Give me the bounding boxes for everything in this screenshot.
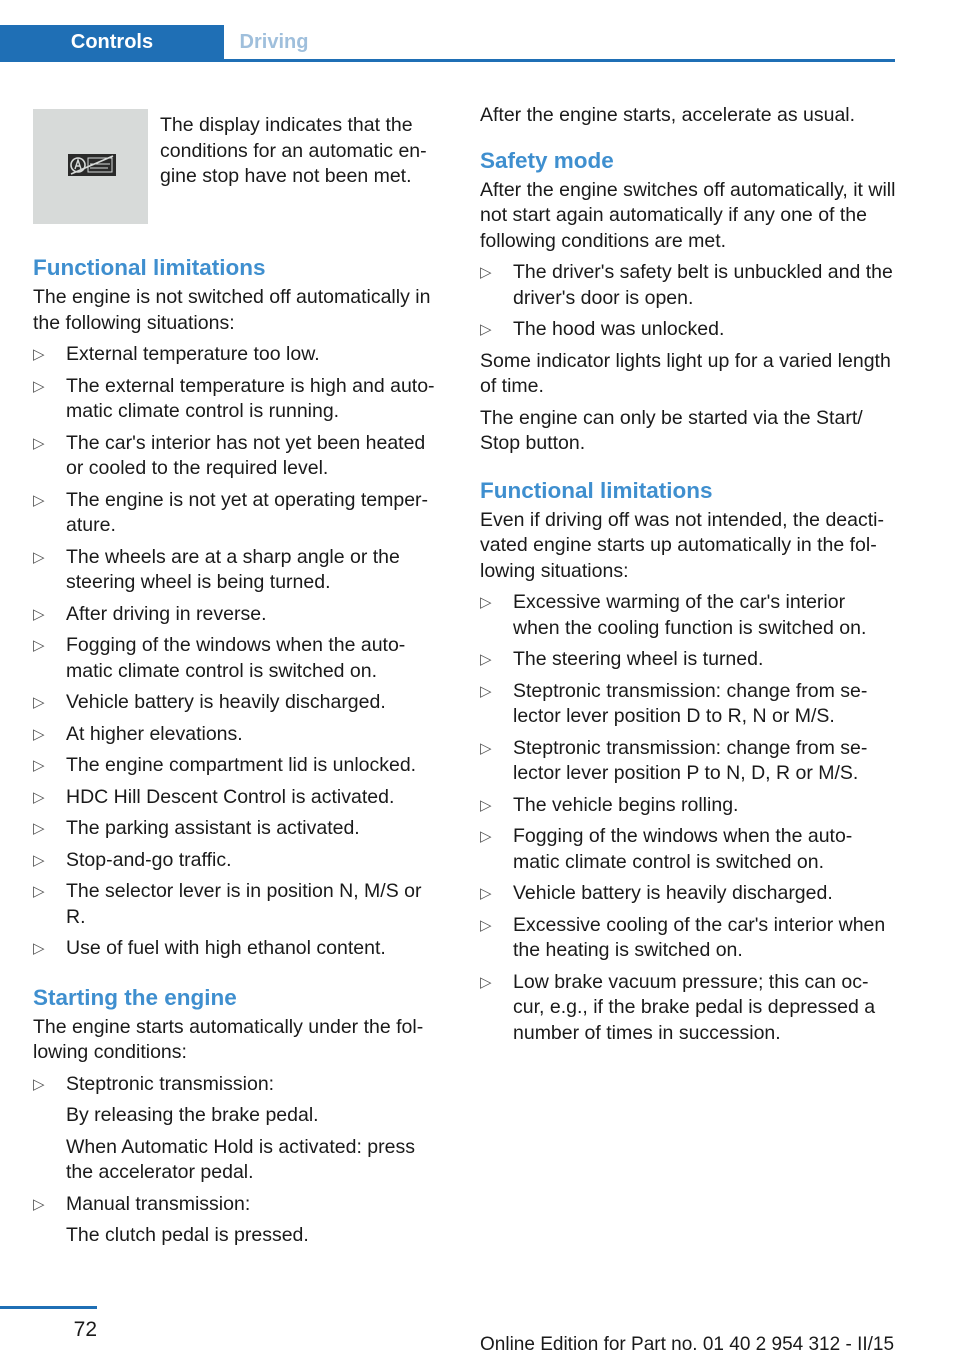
list-item: [33, 785, 445, 811]
triangle-bullet-icon: ▷: [480, 973, 492, 991]
list-item-subtext: By releasing the brake pedal.: [66, 1104, 319, 1126]
triangle-bullet-icon: ▷: [480, 796, 492, 814]
display-indicator-block: [33, 109, 445, 224]
paragraph: Some indicator lights light up for a varied length of time.: [480, 349, 891, 397]
left-column: [33, 100, 445, 1255]
paragraph: The engine can only be started via the Start/ Stop button.: [480, 406, 863, 454]
triangle-bullet-icon: ▷: [33, 434, 45, 452]
safety-mode-list: [480, 260, 896, 343]
header-tabs: [0, 25, 324, 60]
triangle-bullet-icon: ▷: [33, 346, 45, 363]
list-item-text: Vehicle battery is heavily discharged.: [66, 691, 386, 713]
list-item: [33, 722, 445, 748]
triangle-bullet-icon: ▷: [33, 883, 45, 900]
starting-conditions-list: [33, 1072, 445, 1249]
triangle-bullet-icon: ▷: [33, 694, 45, 711]
tab-driving[interactable]: Driving: [239, 31, 309, 53]
section-title-functional-limitations: Functional limitations: [33, 255, 266, 280]
triangle-bullet-icon: ▷: [33, 377, 45, 395]
list-item: [33, 633, 445, 684]
list-item: [33, 816, 445, 842]
list-item: [33, 602, 445, 628]
list-item-text: After driving in reverse.: [66, 602, 267, 625]
triangle-bullet-icon: ▷: [33, 605, 45, 623]
edition-info: Online Edition for Part no. 01 40 2 954 312 - II/15: [480, 1334, 895, 1355]
list-item: [33, 431, 445, 482]
list-item-text: Vehicle battery is heavily discharged.: [513, 882, 833, 904]
section-intro: The engine starts automatically under the fol‐lowing conditions:: [33, 1015, 424, 1063]
list-item: [480, 590, 896, 641]
list-item-subtext: The clutch pedal is pressed.: [66, 1224, 309, 1246]
triangle-bullet-icon: ▷: [33, 851, 45, 869]
section-intro: Even if driving off was not intended, the deacti‐vated engine starts up automatically in the fol‐lowing situations:: [480, 508, 884, 582]
auto-start-stop-off-icon: [68, 154, 116, 176]
triangle-bullet-icon: ▷: [480, 594, 492, 611]
list-item: [33, 879, 445, 930]
tab-controls[interactable]: Controls: [0, 25, 224, 60]
list-item-text: Fogging of the windows when the auto‐matic climate control is switched on.: [513, 825, 853, 873]
list-item: [33, 690, 445, 716]
list-item: [33, 936, 445, 962]
section-intro: The engine is not switched off automatically in the following situations:: [33, 286, 431, 334]
list-item-text: Stop-and-go traffic.: [66, 848, 232, 871]
list-item-text: Steptronic transmission: change from se‐lector lever position P to N, D, R or M/S.: [513, 736, 868, 784]
list-item-text: The vehicle begins rolling.: [513, 793, 739, 816]
list-item-text: At higher elevations.: [66, 722, 243, 745]
section-title-starting-engine: Starting the engine: [33, 984, 237, 1010]
triangle-bullet-icon: ▷: [33, 788, 45, 806]
limitations-list: [33, 342, 445, 962]
list-item-text: Excessive warming of the car's interior when the cooling function is switched on.: [513, 591, 867, 639]
triangle-bullet-icon: ▷: [480, 651, 492, 668]
right-column: [480, 100, 896, 1052]
list-item: [33, 753, 445, 779]
list-item: [33, 848, 445, 874]
section-title-safety-mode: Safety mode: [480, 147, 614, 173]
list-item-text: Steptronic transmission: change from se‐lector lever position D to R, N or M/S.: [513, 679, 868, 727]
triangle-bullet-icon: ▷: [480, 885, 492, 902]
list-item: [480, 793, 896, 819]
list-item-text: Excessive cooling of the car's interior when the heating is switched on.: [513, 913, 886, 961]
list-item: [480, 260, 896, 311]
section-title-functional-limitations: Functional limitations: [480, 477, 713, 503]
list-item-text: Low brake vacuum pressure; this can oc‐cur, e.g., if the brake pedal is depressed a number of times in succession.: [513, 970, 876, 1044]
list-item: [480, 317, 896, 343]
list-item: [480, 736, 896, 787]
list-item-subtext: When Automatic Hold is activated: press the accelerator pedal.: [66, 1135, 415, 1183]
triangle-bullet-icon: ▷: [480, 682, 492, 700]
triangle-bullet-icon: ▷: [33, 940, 45, 957]
triangle-bullet-icon: ▷: [33, 725, 45, 743]
display-indicator-caption: The display indicates that the conditions for an automatic en‐gine stop have not been met.: [160, 114, 427, 187]
restart-conditions-list: [480, 590, 896, 1046]
list-item-text: The hood was unlocked.: [513, 318, 725, 340]
list-item: [480, 881, 896, 907]
header-rule: [0, 59, 895, 62]
section-intro: After the engine switches off automatically, it will not start again automatically if any one of the following conditions are met.: [480, 178, 896, 252]
list-item: [33, 374, 445, 425]
list-item-text: The wheels are at a sharp angle or the steering wheel is being turned.: [66, 545, 400, 593]
triangle-bullet-icon: ▷: [33, 757, 45, 774]
page-number: 72: [73, 1318, 97, 1341]
list-item: [33, 342, 445, 368]
triangle-bullet-icon: ▷: [33, 637, 45, 654]
list-item: [33, 488, 445, 539]
list-item: [480, 913, 896, 964]
list-item: [480, 824, 896, 875]
list-item: [480, 970, 896, 1047]
page-header: [0, 0, 895, 62]
list-item-text: The selector lever is in position N, M/S or R.: [66, 880, 422, 928]
list-item-text: Steptronic transmission:: [66, 1072, 275, 1095]
triangle-bullet-icon: ▷: [480, 828, 492, 845]
list-item-text: The parking assistant is activated.: [66, 817, 360, 839]
triangle-bullet-icon: ▷: [480, 264, 492, 281]
footer-rule: [0, 1306, 97, 1309]
triangle-bullet-icon: ▷: [33, 820, 45, 837]
list-item-text: The driver's safety belt is unbuckled and the driver's door is open.: [513, 261, 893, 309]
list-item: [33, 545, 445, 596]
triangle-bullet-icon: ▷: [480, 916, 492, 934]
triangle-bullet-icon: ▷: [480, 321, 492, 338]
list-item-text: HDC Hill Descent Control is activated.: [66, 785, 395, 808]
triangle-bullet-icon: ▷: [33, 1195, 45, 1213]
list-item: [480, 679, 896, 730]
list-item-text: Manual transmission:: [66, 1192, 251, 1215]
list-item: [480, 647, 896, 673]
triangle-bullet-icon: ▷: [480, 739, 492, 757]
list-item: [33, 1072, 445, 1186]
list-item-text: The engine is not yet at operating temper‐ature.: [66, 488, 429, 536]
triangle-bullet-icon: ▷: [33, 1075, 45, 1093]
intro-text: After the engine starts, accelerate as usual.: [480, 104, 856, 126]
list-item-text: The engine compartment lid is unlocked.: [66, 754, 417, 776]
triangle-bullet-icon: ▷: [33, 548, 45, 566]
list-item-text: The external temperature is high and auto‐matic climate control is running.: [66, 374, 435, 422]
list-item-text: Use of fuel with high ethanol content.: [66, 937, 386, 959]
list-item: [33, 1192, 445, 1249]
triangle-bullet-icon: ▷: [33, 491, 45, 509]
list-item-text: External temperature too low.: [66, 343, 320, 365]
list-item-text: The steering wheel is turned.: [513, 648, 764, 670]
list-item-text: Fogging of the windows when the auto‐matic climate control is switched on.: [66, 634, 406, 682]
display-icon-box: [33, 109, 148, 224]
list-item-text: The car's interior has not yet been heated or cooled to the required level.: [66, 431, 426, 479]
